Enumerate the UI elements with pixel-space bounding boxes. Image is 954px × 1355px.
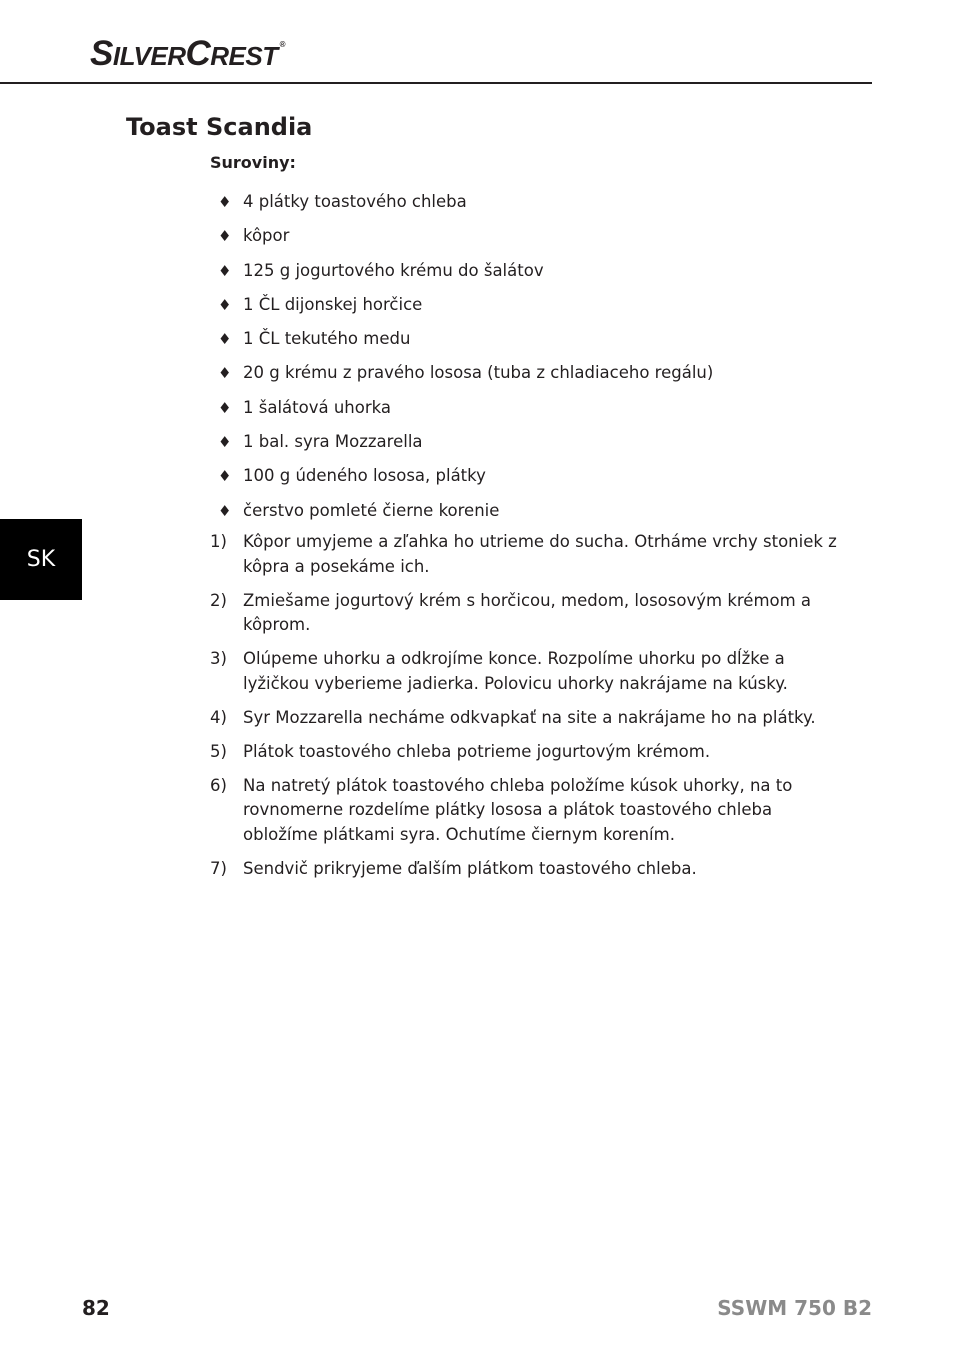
ingredient-text: 1 ČL dijonskej horčice [243, 294, 423, 314]
registered-mark: ® [279, 40, 286, 49]
step-number: 3) [210, 649, 227, 668]
step-item [210, 857, 850, 882]
step-text: Zmiešame jogurtový krém s horčicou, medom, lososovým krémom a kôprom. [243, 590, 812, 634]
logo-text: REST [210, 41, 278, 71]
logo-text: ILVER [112, 41, 186, 71]
steps-list [210, 530, 850, 891]
diamond-bullet-icon: ♦ [218, 193, 232, 211]
ingredient-text: 4 plátky toastového chleba [243, 192, 467, 211]
step-text: Syr Mozzarella necháme odkvapkať na site a nakrájame ho na plátky. [243, 707, 816, 727]
step-item [210, 740, 850, 765]
step-text: Olúpeme uhorku a odkrojíme konce. Rozpolíme uhorku po dĺžke a lyžičkou vyberieme jadierka. Polovicu uhorky nakrájame na kúsky. [243, 649, 788, 693]
ingredient-text: 20 g krému z pravého lososa (tuba z chladiaceho regálu) [243, 363, 714, 383]
diamond-bullet-icon: ♦ [218, 364, 232, 383]
step-item [210, 647, 850, 696]
recipe-title: Toast Scandia [126, 113, 313, 141]
ingredient-text: kôpor [243, 226, 290, 246]
step-item [210, 589, 850, 638]
ingredient-item [210, 465, 850, 499]
logo-letter: C [185, 34, 211, 73]
diamond-bullet-icon: ♦ [218, 501, 232, 520]
logo-letter: S [90, 34, 113, 73]
diamond-bullet-icon: ♦ [218, 261, 232, 280]
step-text: Na natretý plátok toastového chleba položíme kúsok uhorky, na to rovnomerne rozdelíme plátky lososa a plátok toastového chleba obložíme plátkami syra. Ochutíme čiernym korením. [243, 775, 793, 844]
ingredient-item [210, 260, 850, 294]
ingredient-text: 1 bal. syra Mozzarella [243, 432, 423, 452]
step-text: Kôpor umyjeme a zľahka ho utrieme do sucha. Otrháme vrchy stoniek z kôpra a posekáme ich. [243, 532, 837, 576]
ingredient-item [210, 397, 850, 431]
ingredient-item [210, 191, 850, 225]
ingredients-heading: Suroviny: [210, 153, 296, 172]
ingredient-text: čerstvo pomleté čierne korenie [243, 500, 500, 520]
diamond-bullet-icon: ♦ [218, 398, 232, 417]
ingredient-item [210, 431, 850, 465]
step-item [210, 706, 850, 731]
diamond-bullet-icon: ♦ [218, 295, 232, 314]
step-text: Plátok toastového chleba potrieme jogurtovým krémom. [243, 741, 711, 761]
ingredient-text: 1 ČL tekutého medu [243, 329, 411, 349]
step-number: 6) [210, 775, 227, 795]
diamond-bullet-icon: ♦ [218, 330, 232, 349]
step-number: 1) [210, 532, 227, 551]
language-label: SK [26, 547, 56, 572]
ingredient-item [210, 362, 850, 396]
step-item [210, 774, 850, 848]
step-number: 5) [210, 741, 227, 761]
ingredient-text: 125 g jogurtového krému do šalátov [243, 260, 544, 280]
language-tab [0, 519, 82, 600]
ingredient-item [210, 294, 850, 328]
step-item [210, 530, 850, 579]
step-number: 7) [210, 858, 227, 878]
step-text: Sendvič prikryjeme ďalším plátkom toastového chleba. [243, 858, 697, 878]
diamond-bullet-icon: ♦ [218, 227, 232, 246]
ingredient-item [210, 500, 850, 534]
diamond-bullet-icon: ♦ [218, 467, 232, 486]
model-number: SSWM 750 B2 [717, 1296, 872, 1320]
page-number: 82 [82, 1296, 110, 1320]
diamond-bullet-icon: ♦ [218, 433, 232, 452]
step-number: 4) [210, 707, 227, 727]
ingredients-list [210, 191, 850, 534]
header-divider [0, 82, 872, 84]
ingredient-item [210, 328, 850, 362]
ingredient-text: 100 g údeného lososa, plátky [243, 466, 486, 486]
ingredient-item [210, 225, 850, 259]
ingredient-text: 1 šalátová uhorka [243, 397, 392, 417]
step-number: 2) [210, 590, 227, 610]
brand-logo [90, 34, 285, 74]
